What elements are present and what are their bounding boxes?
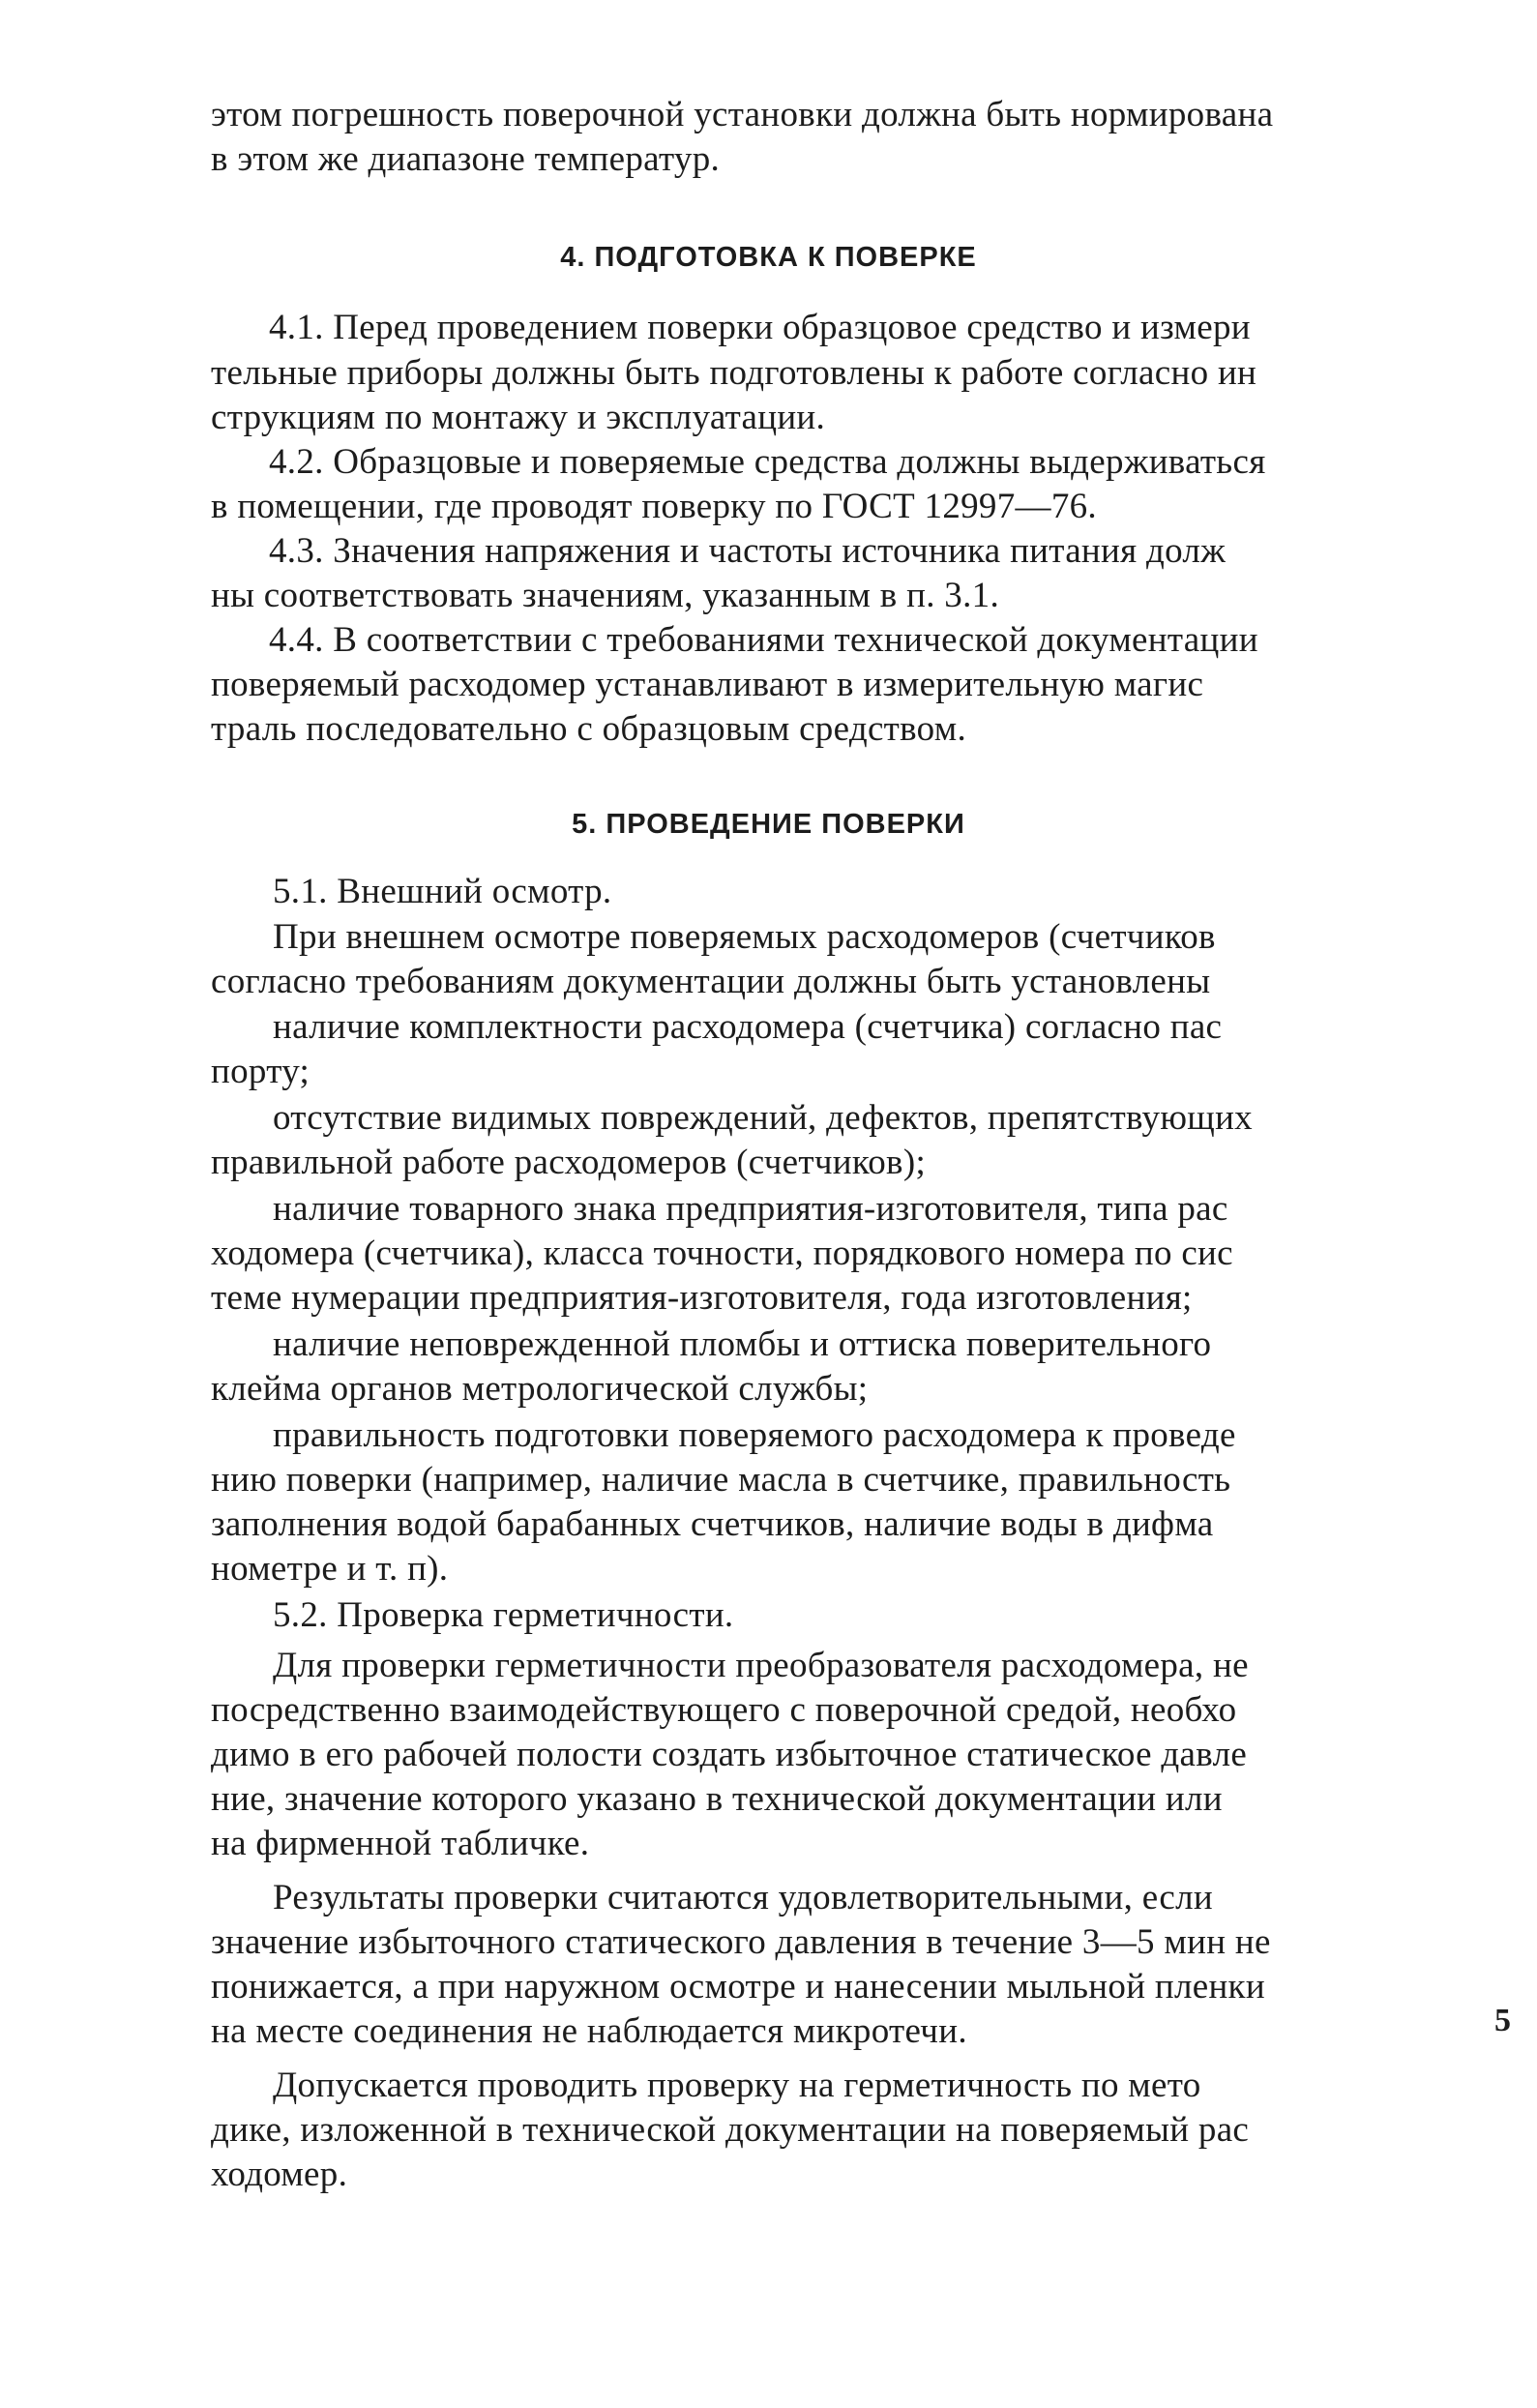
text-line: заполнения водой барабанных счетчиков, наличие воды в дифма — [211, 1504, 1214, 1544]
paragraph-4-4-line: 4.4. В соответствии с требованиями технической документации — [269, 620, 1258, 660]
text-line: ние, значение которого указано в технической документации или — [211, 1779, 1223, 1819]
paragraph-5-2-title: 5.2. Проверка герметичности. — [273, 1595, 734, 1635]
text-line: значение избыточного статического давления в течение 3—5 мин не — [211, 1922, 1271, 1962]
text-line: дике, изложенной в технической документации на поверяемый рас — [211, 2110, 1250, 2150]
text-line: ходомера (счетчика), класса точности, порядкового номера по сис — [211, 1234, 1233, 1273]
text-line: наличие неповрежденной пломбы и оттиска поверительного — [273, 1324, 1212, 1364]
text-line: порту; — [211, 1052, 310, 1091]
paragraph-4-1-line: тельные приборы должны быть подготовлены к работе согласно ин — [211, 353, 1257, 393]
paragraph-4-2-line: 4.2. Образцовые и поверяемые средства должны выдерживаться — [269, 442, 1266, 482]
paragraph-4-4-line: траль последовательно с образцовым средством. — [211, 709, 967, 749]
paragraph-4-4-line: поверяемый расходомер устанавливают в измерительную магис — [211, 665, 1204, 704]
text-line: Для проверки герметичности преобразователя расходомера, не — [273, 1646, 1249, 1685]
text-line: в этом же диапазоне температур. — [211, 139, 721, 179]
text-line: наличие комплектности расходомера (счетчика) согласно пас — [273, 1007, 1223, 1047]
paragraph-5-1-title: 5.1. Внешний осмотр. — [273, 872, 612, 911]
text-line: ходомер. — [211, 2155, 348, 2194]
text-line: этом погрешность поверочной установки должна быть нормирована — [211, 95, 1274, 134]
text-line: согласно требованиям документации должны быть установлены — [211, 962, 1211, 1001]
text-line: нометре и т. п). — [211, 1549, 449, 1589]
text-line: клейма органов метрологической службы; — [211, 1369, 869, 1409]
paragraph-4-1-line: 4.1. Перед проведением поверки образцовое средство и измери — [269, 308, 1251, 347]
section-5-heading: 5. ПРОВЕДЕНИЕ ПОВЕРКИ — [572, 809, 965, 840]
text-line: При внешнем осмотре поверяемых расходомеров (счетчиков — [273, 917, 1216, 957]
text-line: димо в его рабочей полости создать избыточное статическое давле — [211, 1735, 1248, 1774]
section-4-heading: 4. ПОДГОТОВКА К ПОВЕРКЕ — [560, 242, 977, 273]
paragraph-4-3-line: ны соответствовать значениям, указанным в п. 3.1. — [211, 576, 1000, 615]
text-line: правильность подготовки поверяемого расходомера к проведе — [273, 1415, 1236, 1455]
page-number: 5 — [1494, 2003, 1511, 2038]
text-line: на фирменной табличке. — [211, 1824, 590, 1863]
text-line: посредственно взаимодействующего с поверочной средой, необхо — [211, 1690, 1237, 1730]
text-line: Результаты проверки считаются удовлетворительными, если — [273, 1878, 1213, 1917]
paragraph-4-3-line: 4.3. Значения напряжения и частоты источника питания долж — [269, 531, 1227, 571]
text-line: наличие товарного знака предприятия-изготовителя, типа рас — [273, 1189, 1228, 1229]
text-line: нию поверки (например, наличие масла в счетчике, правильность — [211, 1460, 1231, 1500]
text-line: правильной работе расходомеров (счетчиков); — [211, 1143, 927, 1182]
text-line: на месте соединения не наблюдается микротечи. — [211, 2011, 967, 2051]
text-line: понижается, а при наружном осмотре и нанесении мыльной пленки — [211, 1967, 1265, 2007]
paragraph-4-2-line: в помещении, где проводят поверку по ГОСТ 12997—76. — [211, 487, 1097, 526]
text-line: отсутствие видимых повреждений, дефектов, препятствующих — [273, 1098, 1253, 1138]
text-line: теме нумерации предприятия-изготовителя, года изготовления; — [211, 1278, 1193, 1318]
paragraph-4-1-line: струкциям по монтажу и эксплуатации. — [211, 398, 826, 437]
text-line: Допускается проводить проверку на герметичность по мето — [273, 2066, 1201, 2105]
